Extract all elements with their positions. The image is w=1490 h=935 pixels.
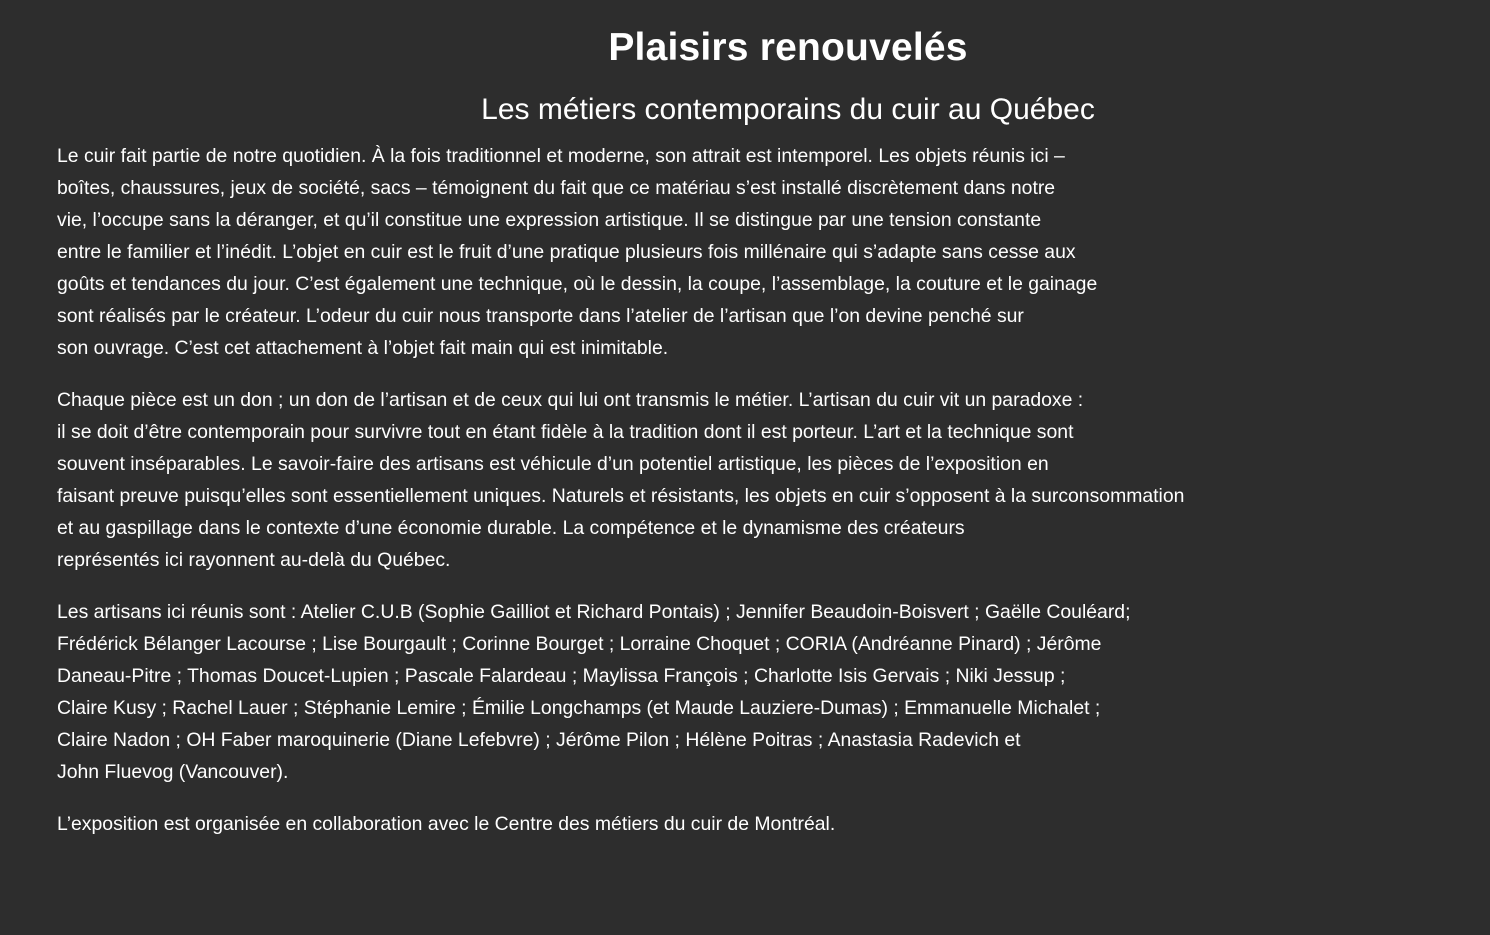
page-title: Plaisirs renouvelés (608, 26, 968, 69)
paragraph-intro: Le cuir fait partie de notre quotidien. À la fois traditionnel et moderne, son attrait est intemporel. Les objets réunis ici – boîtes, chaussures, jeux de société, sacs – témoignent du fait que ce matériau s’est installé discrètement dans notre vie, l’occupe sans la déranger, et qu’il constitue une expression artistique. Il se distingue par une tension constante entre le familier et l’inédit. L’objet en cuir est le fruit d’une pratique plusieurs fois millénaire qui s’adapte sans cesse aux goûts et tendances du jour. C’est également une technique, où le dessin, la coupe, l’assemblage, la couture et le gainage sont réalisés par le créateur. L’odeur du cuir nous transporte dans l’atelier de l’artisan que l’on devine penché sur son ouvrage. C’est cet attachement à l’objet fait main qui est inimitable. (57, 145, 1098, 359)
paragraph-paradox: Chaque pièce est un don ; un don de l’artisan et de ceux qui lui ont transmis le métier. L’artisan du cuir vit un paradoxe : il se doit d’être contemporain pour survivre tout en étant fidèle à la tradition dont il est porteur. L’art et la technique sont souvent inséparables. Le savoir-faire des artisans est véhicule d’un potentiel artistique, les pièces de l’exposition en faisant preuve puisqu’elles sont essentiellement uniques. Naturels et résistants, les objets en cuir s’opposent à la surconsommation et au gaspillage dans le contexte d’une économie durable. La compétence et le dynamisme des créateurs représentés ici rayonnent au-delà du Québec. (57, 389, 1185, 571)
page-subtitle: Les métiers contemporains du cuir au Québec (481, 93, 1095, 126)
paragraph-collaboration: L’exposition est organisée en collaboration avec le Centre des métiers du cuir de Montréal. (57, 813, 836, 835)
paragraph-artisans-list: Les artisans ici réunis sont : Atelier C.U.B (Sophie Gailliot et Richard Pontais) ; Jennifer Beaudoin-Boisvert ; Gaëlle Couléard; Frédérick Bélanger Lacourse ; Lise Bourgault ; Corinne Bourget ; Lorraine Choquet ; CORIA (Andréanne Pinard) ; Jérôme Daneau-Pitre ; Thomas Doucet-Lupien ; Pascale Falardeau ; Maylissa François ; Charlotte Isis Gervais ; Niki Jessup ; Claire Kusy ; Rachel Lauer ; Stéphanie Lemire ; Émilie Longchamps (et Maude Lauziere-Dumas) ; Emmanuelle Michalet ; Claire Nadon ; OH Faber maroquinerie (Diane Lefebvre) ; Jérôme Pilon ; Hélène Poitras ; Anastasia Radevich et John Fluevog (Vancouver). (57, 601, 1131, 783)
article-body (57, 140, 1317, 860)
